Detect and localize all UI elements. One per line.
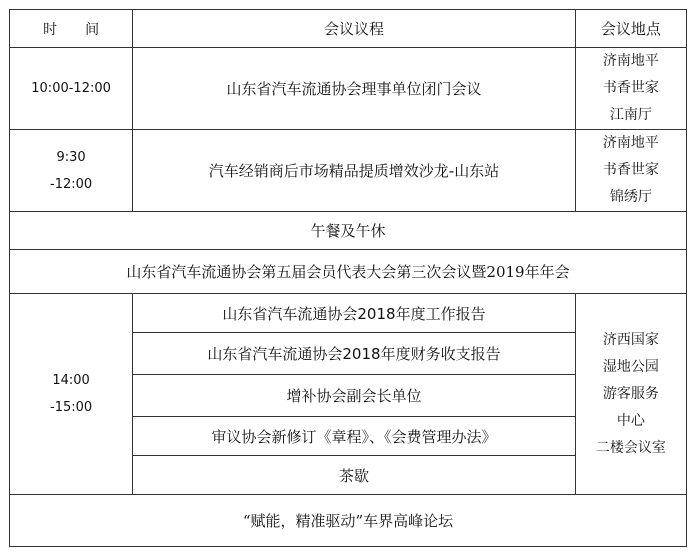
session-time-line: -12:00: [50, 176, 93, 192]
venue-line: 游客服务: [602, 385, 659, 402]
venue-line: 济南地平: [602, 135, 659, 151]
congress-title: 山东省汽车流通协会第五届会员代表大会第三次会议暨2019年年会: [10, 250, 687, 294]
venue-line: 中心: [616, 412, 645, 429]
afternoon-item: 山东省汽车流通协会2018年度财务收支报告: [133, 333, 576, 375]
session-time: [10, 130, 133, 212]
afternoon-item: 茶歇: [133, 456, 576, 495]
lunch-label: 午餐及午休: [10, 212, 687, 250]
header-time-a: 时: [43, 21, 58, 38]
forum-title: “赋能，精准驱动”车界高峰论坛: [10, 495, 687, 547]
afternoon-item: 增补协会副会长单位: [133, 375, 576, 417]
lunch-row: [10, 212, 687, 250]
afternoon-item: 审议协会新修订《章程》、《会费管理办法》: [133, 417, 576, 456]
session-time-line: 10:00-12:00: [31, 81, 111, 96]
venue-line: 锦绣厅: [609, 189, 652, 205]
afternoon-time-line: -15:00: [50, 400, 93, 415]
venue-line: 江南厅: [609, 107, 652, 123]
session-row: [10, 48, 687, 130]
session-time-line: 9:30: [56, 149, 86, 165]
afternoon-time-line: 14:00: [52, 373, 90, 388]
congress-title-row: [10, 250, 687, 294]
afternoon-item-row: [10, 294, 687, 333]
venue-line: 书香世家: [602, 162, 659, 178]
session-venue: [575, 48, 686, 130]
forum-title-row: [10, 495, 687, 547]
session-venue: [575, 130, 686, 212]
header-time-b: 间: [85, 21, 100, 38]
venue-line: 书香世家: [602, 80, 659, 96]
afternoon-time: [10, 294, 133, 495]
venue-line: 济西国家: [602, 331, 659, 348]
schedule-table: [9, 9, 687, 547]
header-venue: 会议地点: [575, 10, 686, 48]
venue-line: 二楼会议室: [595, 439, 666, 456]
header-row: [10, 10, 687, 48]
venue-line: 济南地平: [602, 53, 659, 69]
session-time: [10, 48, 133, 130]
session-row: [10, 130, 687, 212]
session-agenda: 山东省汽车流通协会理事单位闭门会议: [133, 48, 576, 130]
header-agenda: 会议议程: [133, 10, 576, 48]
venue-line: 湿地公园: [602, 358, 659, 375]
header-time: [10, 10, 133, 48]
session-agenda: 汽车经销商后市场精品提质增效沙龙-山东站: [133, 130, 576, 212]
afternoon-venue: [575, 294, 686, 495]
afternoon-item: 山东省汽车流通协会2018年度工作报告: [133, 294, 576, 333]
